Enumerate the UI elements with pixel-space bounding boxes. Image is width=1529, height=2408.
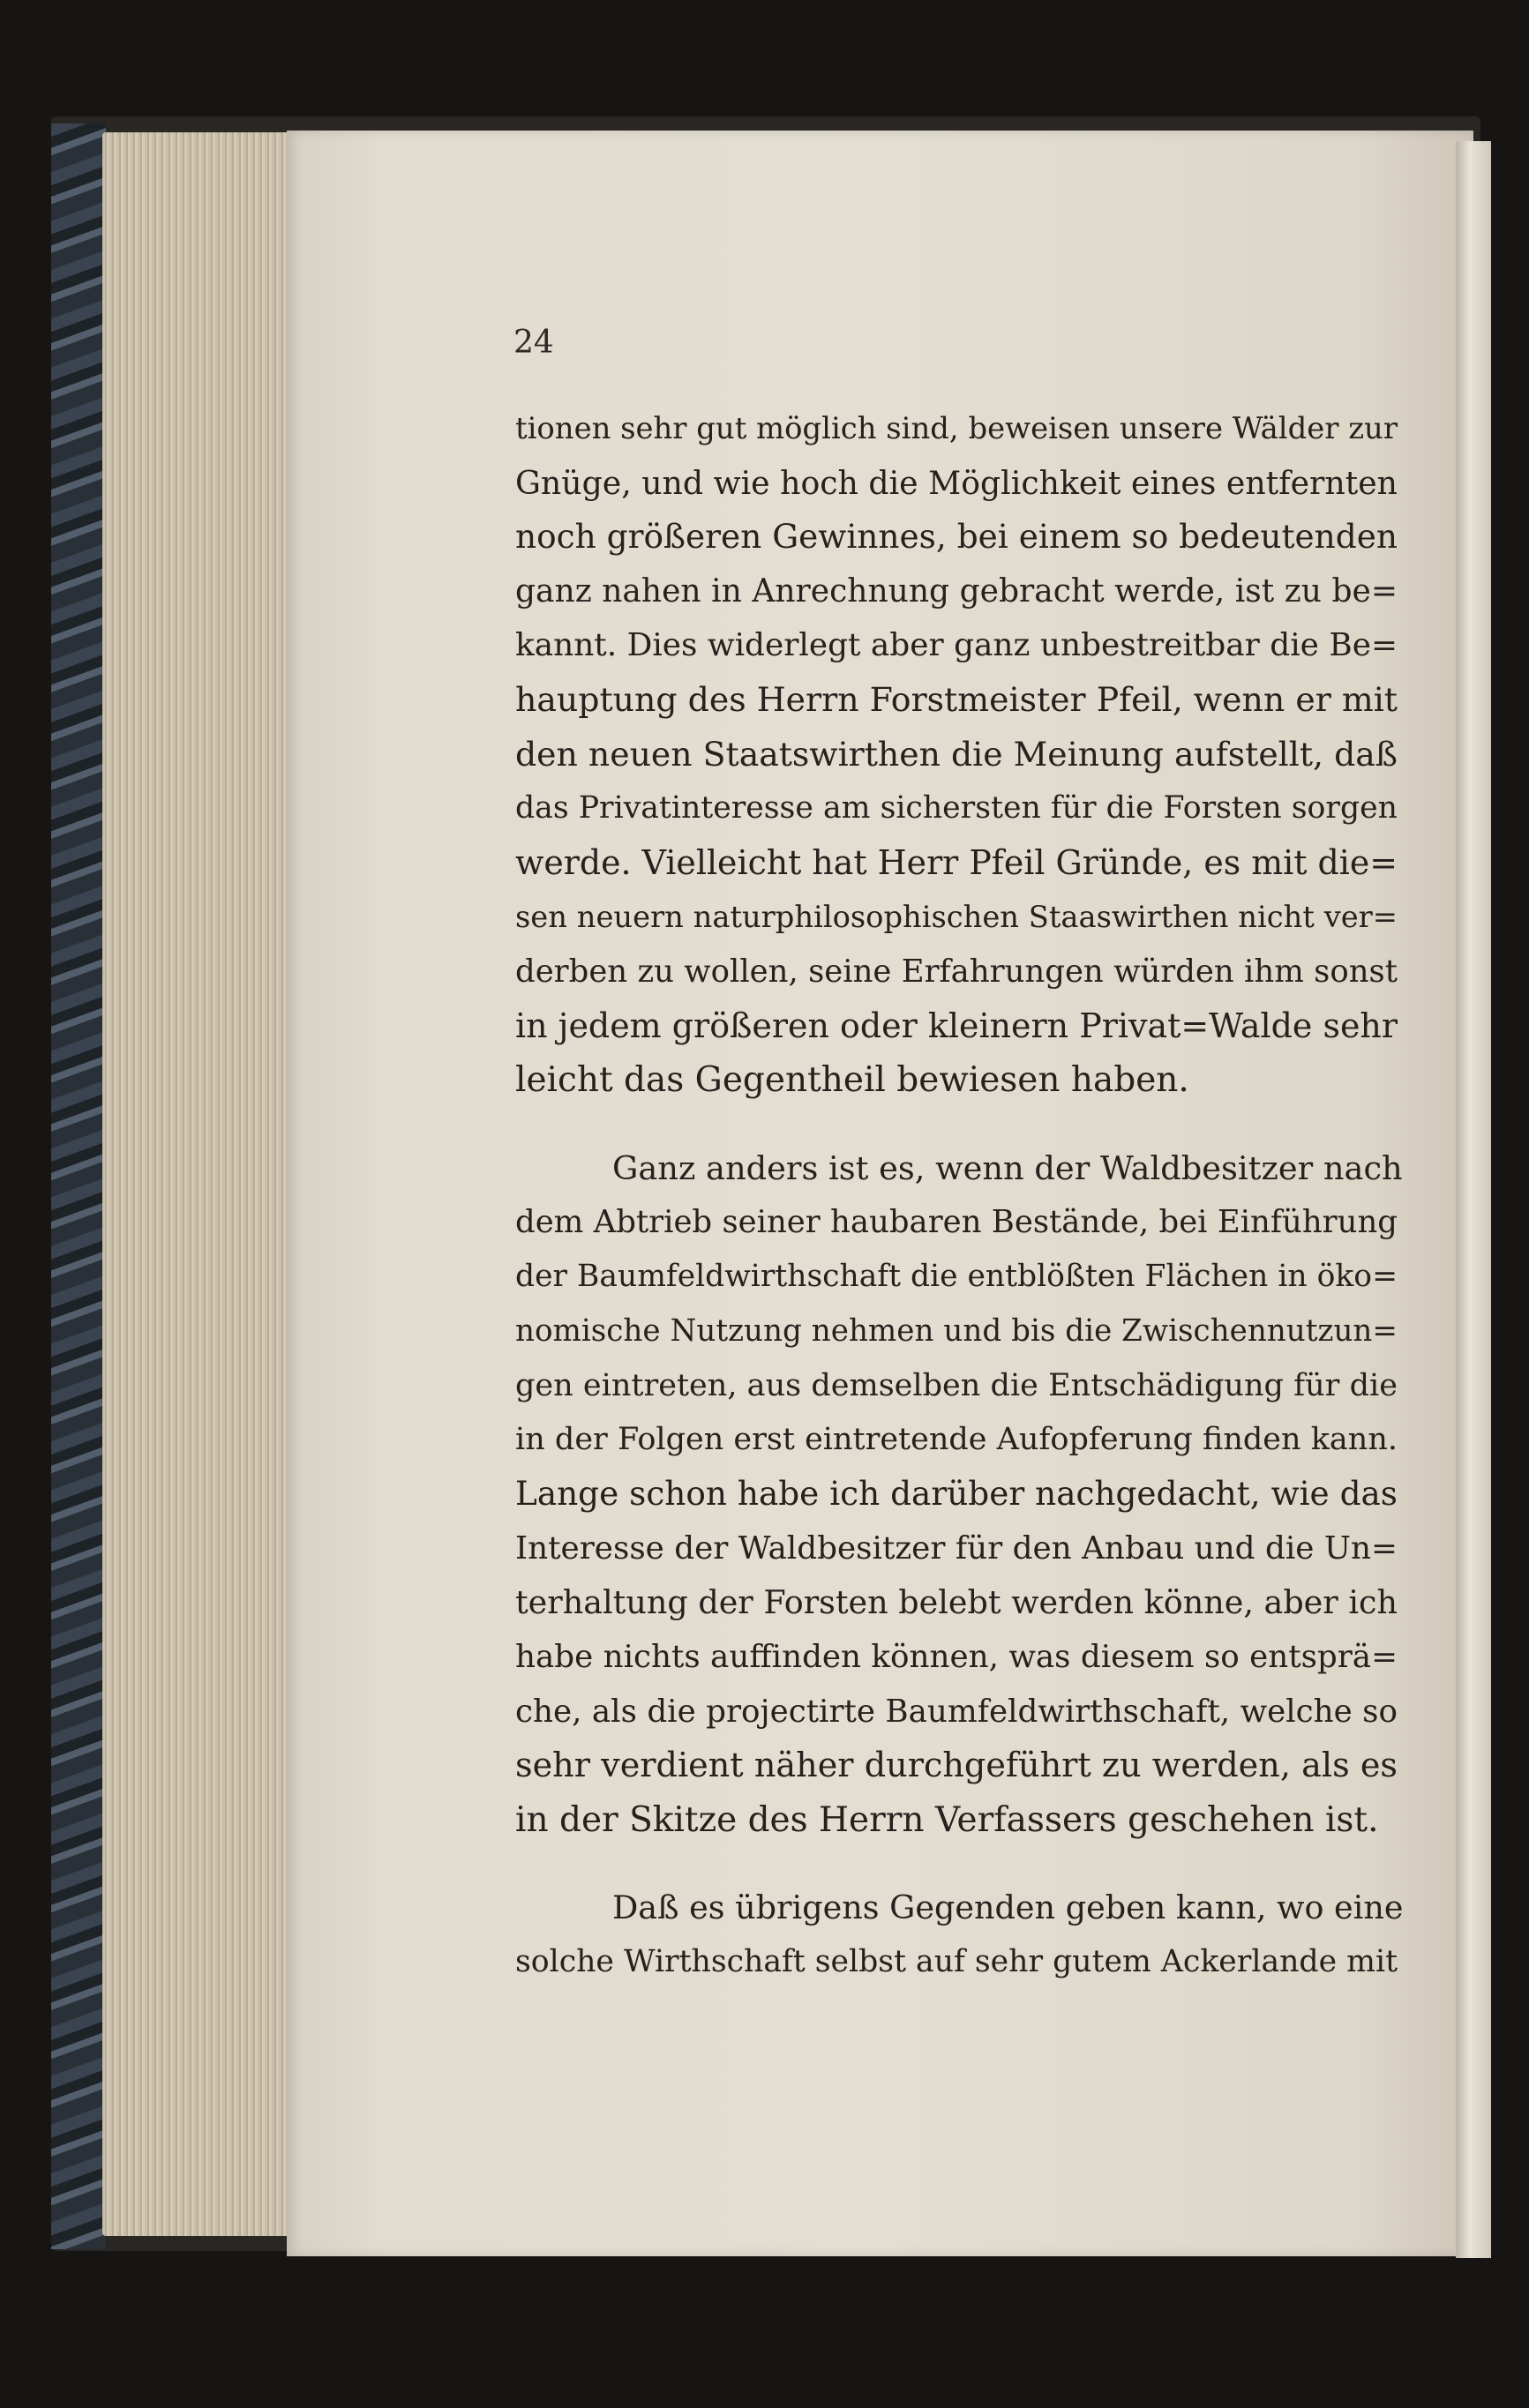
text-line: terhaltung der Forsten belebt werden könne, aber ich <box>515 1583 1398 1622</box>
text-line: Ganz anders ist es, wenn der Waldbesitzer nach <box>612 1148 1403 1187</box>
text-line: leicht das Gegentheil bewiesen haben. <box>515 1060 1189 1101</box>
text-line: kannt. Dies widerlegt aber ganz unbestreitbar die Be= <box>515 627 1398 664</box>
text-line: in der Skitze des Herrn Verfassers geschehen ist. <box>515 1799 1379 1840</box>
text-line: Daß es übrigens Gegenden geben kann, wo eine <box>612 1888 1404 1927</box>
text-line: nomische Nutzung nehmen und bis die Zwischennutzun= <box>515 1312 1398 1349</box>
text-line: noch größeren Gewinnes, bei einem so bedeutenden <box>515 517 1398 557</box>
page-edges <box>102 132 292 2236</box>
text-line: habe nichts auffinden können, was diesem so entsprä= <box>515 1639 1398 1676</box>
text-line: werde. Vielleicht hat Herr Pfeil Gründe, es mit die= <box>515 842 1398 882</box>
text-line: in jedem größeren oder kleinern Privat=Walde sehr <box>515 1006 1398 1045</box>
marbled-cover-edge <box>51 123 106 2249</box>
body-text <box>515 401 1404 1990</box>
text-line: ganz nahen in Anrechnung gebracht werde, ist zu be= <box>515 572 1398 609</box>
text-line: in der Folgen erst eintretende Aufopferung finden kann. <box>515 1421 1398 1457</box>
text-line: che, als die projectirte Baumfeldwirthschaft, welche so <box>515 1693 1398 1730</box>
text-line: dem Abtrieb seiner haubaren Bestände, bei Einführung <box>515 1204 1398 1241</box>
text-line: der Baumfeldwirthschaft die entblößten Flächen in öko= <box>515 1258 1398 1294</box>
paragraph-gap <box>515 1108 1398 1141</box>
text-line: gen eintreten, aus demselben die Entschädigung für die <box>515 1367 1398 1404</box>
paragraph <box>515 1141 1403 1848</box>
text-line: derben zu wollen, seine Erfahrungen würden ihm sonst <box>515 953 1398 990</box>
text-line: das Privatinteresse am sichersten für die Forsten sorgen <box>515 790 1398 826</box>
text-line: hauptung des Herrn Forstmeister Pfeil, wenn er mit <box>515 679 1398 719</box>
text-line: Interesse der Waldbesitzer für den Anbau und die Un= <box>515 1529 1398 1567</box>
text-line: den neuen Staatswirthen die Meinung aufstellt, daß <box>515 734 1398 774</box>
page-number: 24 <box>513 325 554 361</box>
facing-page-edge <box>1456 141 1491 2258</box>
text-line: tionen sehr gut möglich sind, beweisen unsere Wälder zur <box>515 411 1398 445</box>
text-line: sehr verdient näher durchgeführt zu werden, als es <box>515 1746 1398 1785</box>
text-line: Gnüge, und wie hoch die Möglichkeit eines entfernten <box>515 463 1398 502</box>
text-line: sen neuern naturphilosophischen Staaswirthen nicht ver= <box>515 900 1398 935</box>
paragraph <box>515 1881 1404 1989</box>
text-line: solche Wirthschaft selbst auf sehr gutem Ackerlande mit <box>515 1944 1398 1980</box>
text-line: Lange schon habe ich darüber nachgedacht, wie das <box>515 1474 1398 1514</box>
paragraph-gap <box>515 1847 1398 1881</box>
paragraph <box>515 401 1398 1108</box>
